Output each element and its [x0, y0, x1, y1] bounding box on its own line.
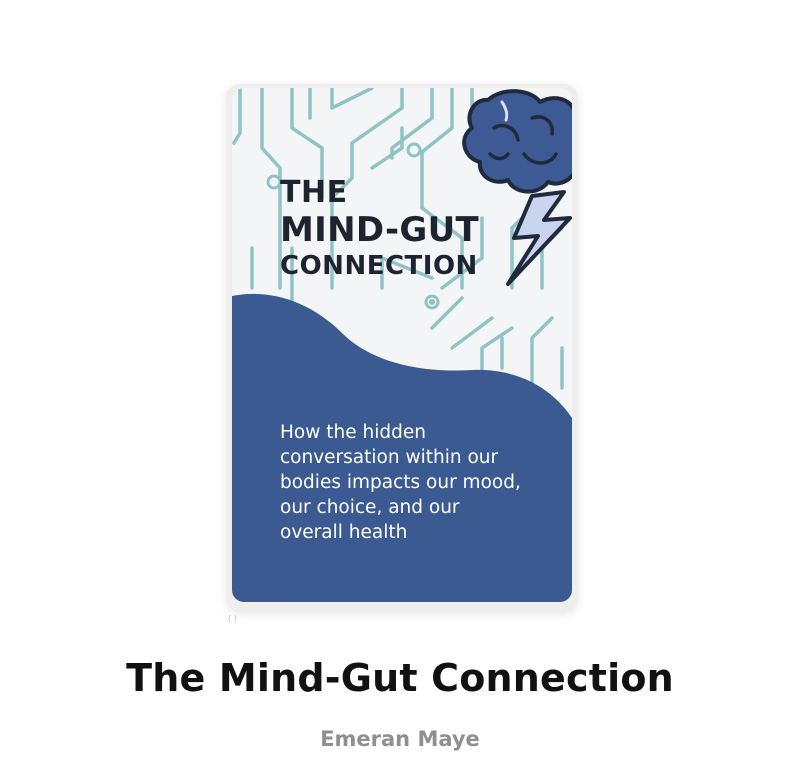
cover-title-line-3: CONNECTION	[280, 251, 478, 281]
cover-title-line-1: THE	[280, 175, 348, 210]
book-title[interactable]: The Mind-Gut Connection	[126, 656, 674, 700]
circuit-dots	[429, 299, 435, 305]
cover-subtitle: How the hidden conversation within our bodies impacts our mood, our choice, and our overall health	[280, 422, 521, 543]
book-cover[interactable]	[232, 88, 572, 602]
book-author[interactable]: Emeran Maye	[320, 727, 480, 751]
cover-title-line-2: MIND-GUT	[280, 210, 480, 250]
cover-title	[280, 176, 520, 282]
cover-spine-mark: ( )	[228, 614, 237, 623]
book-cover-container[interactable]	[226, 84, 578, 612]
